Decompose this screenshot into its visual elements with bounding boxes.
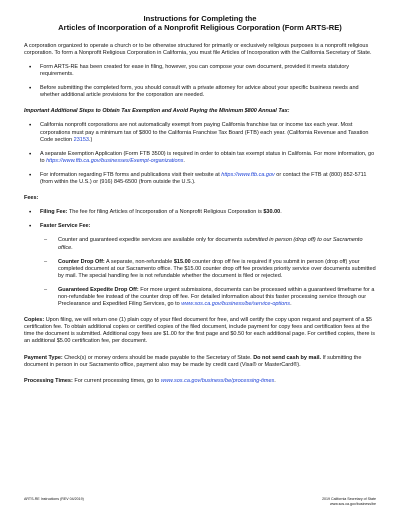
- footer-right: [322, 497, 376, 506]
- availability-text: Counter and guaranteed expedite services are available only for documents: [58, 237, 244, 244]
- counter-drop-off-rest: counter drop off fee is required if you submit in person (drop off) your completed document at our Sacramento office. The $15.00 counter drop off fee provides priority service over documents submitted by mail. The special handling fee is not refundable whether the document is filed or rejected.: [58, 258, 376, 279]
- dash-guaranteed-expedite: [24, 287, 376, 308]
- fees-list: [24, 209, 376, 308]
- bullet-exemption-application: [24, 151, 376, 165]
- dash-counter-drop-off: [24, 259, 376, 280]
- payment-label: Payment Type:: [24, 354, 63, 361]
- document-page: [24, 14, 376, 385]
- expedite-text: For more urgent submissions, documents can be processed within a guaranteed timeframe for a non-refundable fee instead of the counter drop off fee. For detailed information about this faster processing service through our Preclearance and Expedited Filing Services, go to: [58, 286, 375, 308]
- availability-end: .: [71, 244, 73, 251]
- fees-heading: Fees:: [24, 195, 39, 202]
- footer-form-revision: ARTS-RE Instructions (REV 04/2019): [24, 497, 84, 501]
- bullet-consult-attorney: • Before submitting the completed form, you should consult with a private attorney for advice about your specific business needs and whether additional article provisions for the corporation are needed.: [24, 85, 376, 99]
- general-bullets: [24, 64, 376, 99]
- ftb-exempt-link[interactable]: https://www.ftb.ca.gov/businesses/Exempt-organizations: [46, 157, 184, 164]
- processing-text: For current processing times, go to: [72, 377, 161, 384]
- copies-text: Upon filing, we will return one (1) plain copy of your filed document for free, and will certify the copy upon request and payment of a $5 certification fee. To obtain additional copies or certified copies of the filed document, include payment for copy fees and certification fees at the time the document is submitted. Additional copy fees are $1.00 for the first page and $0.50 for each additional page. For certified copies, there is an additional $5.00 certification fee, per document.: [24, 317, 375, 345]
- processing-times-link[interactable]: www.sos.ca.gov/business/be/processing-times: [160, 377, 275, 384]
- ftb-info-text: For information regarding FTB forms and publications visit their website at: [40, 171, 222, 178]
- filing-fee-amount: $30.00: [263, 209, 281, 216]
- footer-copyright: 2019 California Secretary of State: [322, 497, 376, 501]
- filing-fee-end: .: [280, 209, 282, 216]
- bullet-form-ease: • Form ARTS-RE has been created for ease in filing, however, you can compose your own document, provided it meets statutory requirements.: [24, 64, 376, 78]
- bullet-ftb-info: [24, 172, 376, 186]
- tax-bullets: [24, 122, 376, 186]
- page-title: [24, 14, 376, 33]
- counter-drop-off-label: Counter Drop Off:: [58, 258, 105, 265]
- title-line-2: Articles of Incorporation of a Nonprofit Religious Corporation (Form ARTS-RE): [58, 23, 342, 33]
- dash-availability: [24, 237, 376, 251]
- payment-rest: If submitting the document in person in our Sacramento office, payment also may be made by credit card (Visa® or MasterCard®).: [24, 354, 362, 368]
- counter-drop-off-text: A separate, non-refundable: [104, 258, 174, 265]
- title-line-1: Instructions for Completing the: [143, 14, 257, 23]
- expedite-end: .: [290, 301, 292, 308]
- filing-fee-label: Filing Fee:: [40, 209, 68, 216]
- processing-end: .: [274, 377, 276, 384]
- footer-website: www.sos.ca.gov/business/be: [330, 501, 376, 506]
- exemption-text: A separate Exemption Application (Form FTB 3500) is required in order to obtain tax exempt status in California. For more information, go to: [40, 150, 375, 164]
- code-section-link[interactable]: 23153: [73, 136, 89, 143]
- intro-paragraph: A corporation organized to operate a church or to be otherwise structured for primarily or exclusively religious purposes is a nonprofit religious corporation. To form a Nonprofit Religious Corporation in California, you must file Articles of Incorporation with the California Secretary of State.: [24, 42, 372, 56]
- copies-paragraph: [24, 317, 376, 345]
- no-cash-warning: Do not send cash by mail.: [253, 354, 322, 361]
- ftb-info-end: or contact the FTB at (800) 852-5711 (from within the U.S.) or (916) 845-6500 (from outside the U.S.).: [40, 171, 367, 186]
- bullet-filing-fee: [24, 209, 376, 216]
- bullet-faster-service: [24, 223, 376, 230]
- payment-paragraph: [24, 355, 376, 369]
- filing-fee-text: The fee for filing Articles of Incorporation of a Nonprofit Religious Corporation is: [67, 209, 264, 216]
- expedite-label: Guaranteed Expedite Drop Off:: [58, 286, 139, 293]
- ftb-website-link[interactable]: https://www.ftb.ca.gov: [221, 171, 275, 178]
- counter-drop-off-amount: $15.00: [173, 258, 191, 265]
- service-options-link[interactable]: www.sos.ca.gov/business/be/service-options: [181, 301, 291, 308]
- availability-italic: submitted in person (drop off) to our Sacramento office: [58, 237, 363, 251]
- franchise-tax-end: .): [88, 136, 93, 143]
- processing-label: Processing Times:: [24, 377, 73, 384]
- faster-service-label: Faster Service Fee:: [40, 223, 91, 230]
- processing-paragraph: [24, 378, 376, 385]
- important-steps-heading: Important Additional Steps to Obtain Tax Exemption and Avoid Paying the Minimum $800 Annual Tax:: [24, 108, 290, 115]
- copies-label: Copies:: [24, 317, 45, 324]
- bullet-franchise-tax: [24, 122, 376, 143]
- exemption-end: .: [183, 157, 185, 164]
- franchise-tax-text: California nonprofit corporations are not automatically exempt from paying California franchise tax or income tax each year. Most corporations must pay a minimum tax of $800 to the California Franchise Tax Board (FTB) each year. (California Revenue and Taxation Code section: [40, 122, 369, 143]
- payment-text: Check(s) or money orders should be made payable to the Secretary of State.: [62, 354, 254, 361]
